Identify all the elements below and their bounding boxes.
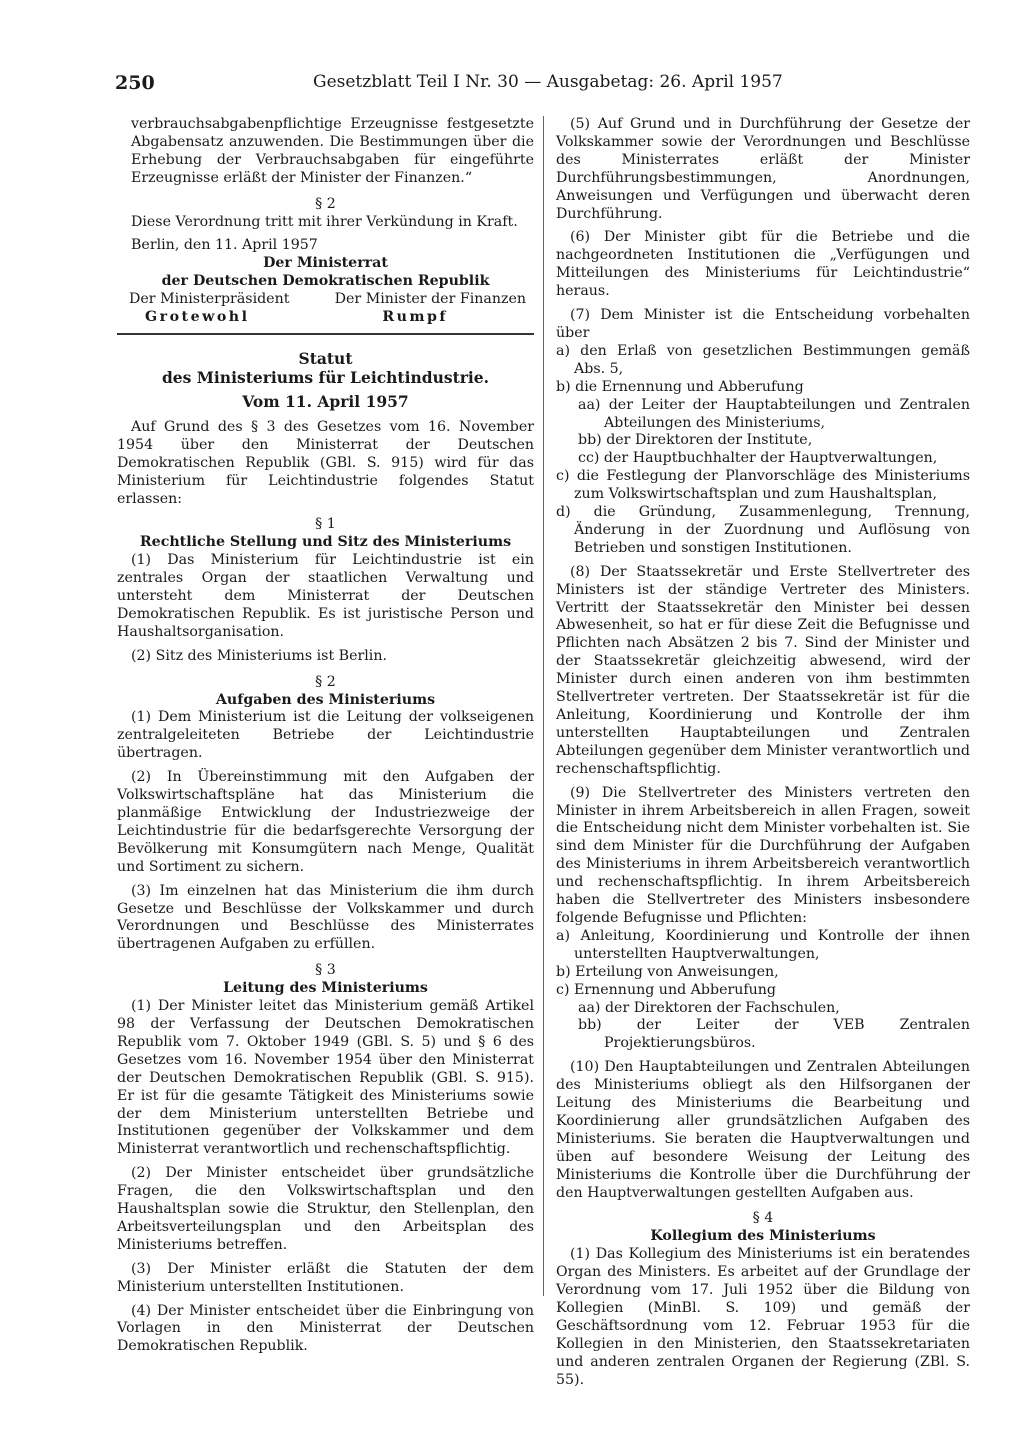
section-heading: Aufgaben des Ministeriums (215, 691, 436, 708)
signature-name-right: Rumpf (382, 309, 448, 326)
document-title: Statut (298, 348, 353, 368)
list-subitem: aa) der Direktoren der Fachschulen, (578, 999, 840, 1016)
section-mark: § 2 (315, 673, 336, 690)
paragraph: (8) Der Staatssekretär und Erste Stellvertreter des Ministers ist der ständige Vertreter des Ministers. Vertritt der Staatssekretär den Minister bei dessen Abwesenheit, so hat er für diese Zeit die Befugnisse und Pflichten nach Absätzen 2 bis 7. Sind der Minister und der Staatssekretär gleichzeitig abwesend, wird der Minister durch einen anderen von ihm bestimmten Stellvertreter vertreten. Der Staatssekretär ist für die Anleitung, Koordinierung und Kontrolle der ihm unterstellten Hauptabteilungen und Zentralen Abteilungen gegenüber dem Minister verantwortlich und rechenschaftspflichtig. (556, 563, 970, 777)
signature-name-left: Grotewohl (145, 309, 250, 326)
paragraph: (7) Dem Minister ist die Entscheidung vorbehalten über (556, 307, 970, 341)
paragraph: (2) Sitz des Ministeriums ist Berlin. (131, 647, 387, 664)
list-subitem: bb) der Direktoren der Institute, (578, 432, 813, 449)
paragraph: (1) Das Kollegium des Ministeriums ist ein beratendes Organ des Ministers. Es arbeitet auf der Grundlage der Verordnung vom 17. Juli 1952 über die Bildung von Kollegien (MinBl. S. 109) und gemäß der Geschäftsordnung vom 12. Februar 1953 für die Kollegien in den Ministerien, den Staatssekretariaten und anderen zentralen Organen der Regierung (ZBl. S. 55). (556, 1246, 970, 1388)
paragraph: (1) Der Minister leitet das Ministerium gemäß Artikel 98 der Verfassung der Deutschen Demokratischen Republik vom 7. Oktober 1949 (GBl. S. 5) und § 6 des Gesetzes vom 16. November 1954 über den Ministerrat der Deutschen Demokratischen Republik (GBl. S. 915). Er ist für die gesamte Tätigkeit des Ministeriums sowie der dem Ministerium unterstellten Betriebe und Institutionen gegenüber der Volkskammer und dem Ministerrat verantwortlich und rechenschaftspflichtig. (117, 998, 534, 1158)
paragraph: (2) Der Minister entscheidet über grundsätzliche Fragen, die den Volkswirtschaftsplan und den Haushaltsplan sowie die Struktur, den Stellenplan, den Arbeitsverteilungsplan und den Arbeitsplan des Ministeriums betreffen. (117, 1165, 534, 1253)
right-column (556, 116, 970, 1390)
signature-names (117, 309, 534, 327)
signature-title: Der Ministerrat (263, 255, 388, 272)
column-divider (543, 116, 544, 1296)
section-mark: § 2 (315, 195, 336, 212)
section-heading: Leitung des Ministeriums (223, 980, 428, 997)
paragraph: (4) Der Minister entscheidet über die Einbringung von Vorlagen in den Ministerrat der Deutschen Demokratischen Republik. (117, 1302, 534, 1355)
preamble: Auf Grund des § 3 des Gesetzes vom 16. November 1954 über den Ministerrat der Deutschen Demokratischen Republik (GBl. S. 915) wird für das Ministerium für Leichtindustrie folgendes Statut erlassen: (117, 418, 534, 507)
list-item: b) Erteilung von Anweisungen, (556, 963, 779, 980)
continuation-paragraph: verbrauchsabgabenpflichtige Erzeugnisse festgesetzte Abgabensatz anzuwenden. Die Bestimmungen über die Erhebung der Verbrauchsabgaben für eingeführte Erzeugnisse erläßt der Minister der Finanzen.“ (131, 116, 534, 186)
list-item: a) Anleitung, Koordinierung und Kontrolle der ihnen unterstellten Hauptverwaltungen, (556, 927, 970, 962)
paragraph: (5) Auf Grund und in Durchführung der Gesetze der Volkskammer sowie der Verordnungen und Beschlüsse des Ministerrates erläßt der Minister Durchführungsbestimmungen, Anordnungen, Anweisungen und Verfügungen und überwacht deren Durchführung. (556, 116, 970, 222)
page-number: 250 (115, 72, 155, 94)
running-title: Gesetzblatt Teil I Nr. 30 — Ausgabetag: 26. April 1957 (313, 72, 783, 92)
list-subitem: bb) der Leiter der VEB Zentralen Projektierungsbüros. (578, 1017, 970, 1052)
section-heading: Kollegium des Ministeriums (650, 1228, 876, 1245)
place-date: Berlin, den 11. April 1957 (131, 237, 318, 254)
section-mark: § 4 (752, 1210, 774, 1227)
section-heading: Rechtliche Stellung und Sitz des Ministeriums (139, 534, 512, 551)
list-item: a) den Erlaß von gesetzlichen Bestimmungen gemäß Abs. 5, (556, 342, 970, 377)
signature-role-right: Der Minister der Finanzen (334, 291, 526, 308)
separator-rule (117, 333, 534, 335)
list-item: d) die Gründung, Zusammenlegung, Trennung, Änderung in der Zuordnung und Auflösung von Betrieben und sonstigen Institutionen. (556, 504, 970, 556)
signature-roles (117, 291, 534, 309)
paragraph: (3) Im einzelnen hat das Ministerium die ihm durch Gesetze und Beschlüsse der Volkskammer und durch Verordnungen und Beschlüsse des Ministerrates übertragenen Aufgaben zu erfüllen. (117, 882, 534, 953)
signature-role-left: Der Ministerpräsident (129, 291, 290, 308)
paragraph: (1) Das Ministerium für Leichtindustrie ist ein zentrales Organ der staatlichen Verwaltung und untersteht dem Ministerrat der Deutschen Demokratischen Republik. Es ist juristische Person und Haushaltsorganisation. (117, 552, 534, 640)
paragraph: Diese Verordnung tritt mit ihrer Verkündung in Kraft. (131, 213, 518, 230)
paragraph: (2) In Übereinstimmung mit den Aufgaben der Volkswirtschaftspläne hat das Ministerium die planmäßige Entwicklung der Industriezweige der Leichtindustrie für die bedarfsgerechte Versorgung der Bevölkerung mit Konsumgütern nach Menge, Qualität und Sortiment zu sichern. (117, 769, 534, 875)
paragraph: (9) Die Stellvertreter des Ministers vertreten den Minister in ihrem Arbeitsbereich in allen Fragen, soweit die Entscheidung nicht dem Minister vorbehalten ist. Sie sind dem Minister für die Durchführung der Aufgaben des Ministeriums in ihrem Arbeitsbereich verantwortlich und rechenschaftspflichtig. In ihrem Arbeitsbereich haben die Stellvertreter des Ministers insbesondere folgende Befugnisse und Pflichten: (556, 784, 970, 926)
list-subitem: aa) der Leiter der Hauptabteilungen und Zentralen Abteilungen des Ministeriums, (578, 396, 970, 431)
list-subitem: cc) der Hauptbuchhalter der Hauptverwaltungen, (578, 450, 938, 467)
left-column (117, 116, 534, 1356)
list-item: b) die Ernennung und Abberufung (556, 378, 804, 395)
paragraph: (6) Der Minister gibt für die Betriebe und die nachgeordneten Institutionen die „Verfügungen und Mitteilungen des Ministeriums für Leichtindustrie“ heraus. (556, 229, 970, 300)
paragraph: (1) Dem Ministerium ist die Leitung der volkseigenen zentralgeleiteten Betriebe der Leichtindustrie übertragen. (117, 709, 534, 762)
list-item: c) die Festlegung der Planvorschläge des Ministeriums zum Volkswirtschaftsplan und zum Haushaltsplan, (556, 468, 970, 503)
document-date: Vom 11. April 1957 (242, 391, 409, 411)
section-mark: § 1 (315, 516, 336, 533)
section-mark: § 3 (315, 962, 336, 979)
paragraph: (3) Der Minister erläßt die Statuten der dem Ministerium unterstellten Institutionen. (117, 1260, 534, 1295)
list-item: c) Ernennung und Abberufung (556, 981, 777, 998)
paragraph: (10) Den Hauptabteilungen und Zentralen Abteilungen des Ministeriums obliegt als den Hilfsorganen der Leitung des Ministeriums die Bearbeitung und Koordinierung aller grundsätzlichen Aufgaben des Ministeriums. Sie beraten die Hauptverwaltungen und üben auf besondere Weisung der Leitung des Ministeriums die Kontrolle über die Durchführung der den Hauptverwaltungen gestellten Aufgaben aus. (556, 1059, 970, 1201)
document-subtitle: des Ministeriums für Leichtindustrie. (161, 367, 490, 387)
signature-title: der Deutschen Demokratischen Republik (161, 273, 490, 290)
